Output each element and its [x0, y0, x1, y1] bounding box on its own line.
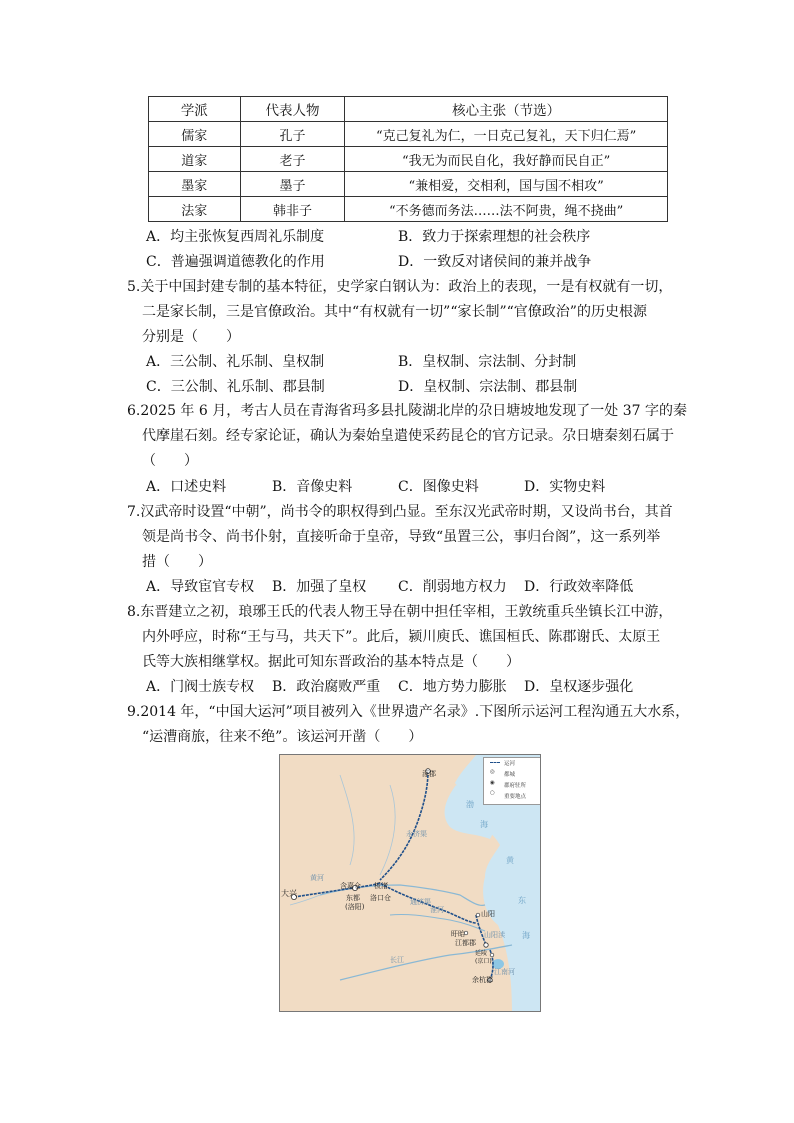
river-label: 长江: [390, 956, 404, 964]
q4-options-row-1: [146, 225, 686, 250]
city-label: (洛阳): [345, 903, 365, 911]
q4-option-d[interactable]: D．一致反对诸侯间的兼并战争: [398, 254, 592, 270]
legend-label: 都城: [504, 772, 516, 778]
q6-options-row: [146, 475, 686, 500]
table-row: [149, 197, 668, 222]
river-label: 淮河: [430, 906, 444, 914]
river-label: 黄河: [310, 874, 324, 882]
river-label: 江南河: [494, 968, 515, 976]
table-row: [149, 122, 668, 147]
question-9-stem: [127, 700, 690, 750]
stem-line: 内外呼应，时称“王与马，共天下”。此后，颍川庾氏、谯国桓氏、陈郡谢氏、太原王: [142, 629, 661, 645]
q4-option-b[interactable]: B．致力于探索理想的社会秩序: [398, 229, 591, 245]
q5-options-row-2: [146, 375, 686, 400]
q5-option-c[interactable]: C．三公制、礼乐制、郡县制: [146, 379, 325, 395]
table-cell: 韩非子: [240, 197, 345, 222]
table-cell: 儒家: [149, 122, 241, 147]
grand-canal-map: [279, 754, 541, 1012]
canal-yongji: [380, 771, 428, 880]
table-cell: “我无为而民自化，我好静而民自正”: [345, 147, 668, 172]
q7-option-d[interactable]: D．行政效率降低: [524, 579, 634, 595]
river-label: 山阳渎: [484, 931, 505, 939]
stem-line: 7.汉武帝时设置“中朝”，尚书令的职权得到凸显。至东汉光武帝时期，又设尚书台，其首: [127, 504, 673, 520]
stem-line: 氏等大族相继掌权。据此可知东晋政治的基本特点是（ ）: [142, 654, 520, 670]
stem-line: 代摩崖石刻。经专家论证，确认为秦始皇遣使采药昆仑的官方记录。尕日塘秦刻石属于: [142, 428, 674, 444]
q6-option-b[interactable]: B．音像史料: [272, 479, 353, 495]
sea-label: 黄: [506, 856, 514, 865]
map-legend: [483, 757, 541, 805]
q6-option-a[interactable]: A．口述史料: [146, 479, 227, 495]
stem-line: 6.2025 年 6 月，考古人员在青海省玛多县扎陵湖北岸的尕日塘坡地发现了一处 37 字的秦: [127, 403, 687, 419]
table-header: 核心主张（节选）: [345, 97, 668, 122]
q5-options-row-1: [146, 350, 686, 375]
table-cell: “克己复礼为仁，一日克己复礼，天下归仁焉”: [345, 122, 668, 147]
q8-options-row: [146, 675, 686, 700]
table-cell: 墨子: [240, 172, 345, 197]
table-cell: 道家: [149, 147, 241, 172]
q5-option-d[interactable]: D．皇权制、宗法制、郡县制: [398, 379, 578, 395]
stem-line: “运漕商旅，往来不绝”。该运河开凿（ ）: [142, 729, 423, 745]
q4-option-c[interactable]: C．普遍强调道德教化的作用: [146, 254, 325, 270]
stem-line: 二是家长制，三是官僚政治。其中“有权就有一切”“家长制”“官僚政治”的历史根源: [142, 304, 647, 320]
q6-option-d[interactable]: D．实物史料: [524, 479, 606, 495]
city-label: 涿郡: [422, 770, 436, 778]
q4-options-row-2: [146, 250, 686, 275]
stem-line: 分别是（ ）: [142, 329, 240, 345]
table-row: [149, 147, 668, 172]
q7-option-a[interactable]: A．导致宦官专权: [146, 579, 255, 595]
question-8-stem: [127, 600, 687, 675]
table-header-row: [149, 97, 668, 122]
stem-line: 领是尚书令、尚书仆射，直接听命于皇帝，导致“虽置三公，事归台阁”，这一系列举: [142, 529, 661, 545]
q7-option-b[interactable]: B．加强了皇权: [272, 579, 367, 595]
q8-option-d[interactable]: D．皇权逐步强化: [524, 679, 634, 695]
schools-table: [148, 96, 668, 222]
stem-line: 9.2014 年，“中国大运河”项目被列入《世界遗产名录》.下图所示运河工程沟通五大水系，: [127, 704, 690, 720]
canal-legend-icon: [490, 762, 500, 763]
q6-option-c[interactable]: C．图像史料: [398, 479, 479, 495]
legend-label: 郡府驻所: [504, 783, 527, 789]
city-marker: [476, 913, 480, 917]
question-5-stem: [127, 275, 687, 350]
city-label: (京口): [475, 958, 492, 965]
q5-option-b[interactable]: B．皇权制、宗法制、分封制: [398, 354, 577, 370]
city-label: 洛口仓: [370, 894, 391, 902]
table-cell: “兼相爱，交相利，国与国不相攻”: [345, 172, 668, 197]
question-6-stem: [127, 399, 687, 474]
capital-legend-icon: ◎: [490, 769, 495, 775]
legend-label: 运河: [504, 761, 516, 767]
river-label: 通济渠: [410, 898, 431, 906]
river-north-2: [380, 785, 395, 875]
river-north: [340, 775, 354, 865]
q8-option-c[interactable]: C．地方势力膨胀: [398, 679, 507, 695]
table-cell: “不务德而务法……法不阿贵，绳不挠曲”: [345, 197, 668, 222]
city-label: 东都: [346, 894, 360, 902]
table-header: 代表人物: [240, 97, 345, 122]
stem-line: 措（ ）: [142, 554, 212, 570]
city-label: 含嘉仓: [340, 882, 361, 890]
q8-option-a[interactable]: A．门阀士族专权: [146, 679, 255, 695]
q4-option-a[interactable]: A．均主张恢复西周礼乐制度: [146, 229, 325, 245]
table-cell: 墨家: [149, 172, 241, 197]
q8-option-b[interactable]: B．政治腐败严重: [272, 679, 381, 695]
legend-label: 重要地点: [504, 794, 527, 800]
table-cell: 孔子: [240, 122, 345, 147]
sea-label: 东: [518, 896, 526, 905]
table-row: [149, 172, 668, 197]
table-cell: 老子: [240, 147, 345, 172]
table-cell: 法家: [149, 197, 241, 222]
city-label: 山阳: [481, 910, 495, 918]
stem-line: （ ）: [142, 453, 198, 469]
city-label: 余杭郡: [472, 976, 493, 984]
sea-label: 海: [480, 820, 488, 829]
q5-option-a[interactable]: A．三公制、礼乐制、皇权制: [146, 354, 325, 370]
river-label: 永济渠: [406, 830, 427, 838]
city-label: 江都郡: [455, 939, 476, 947]
city-label: 板渚: [374, 882, 388, 890]
city-label: 延陵: [475, 950, 488, 957]
stem-line: 8.东晋建立之初，琅琊王氏的代表人物王导在朝中担任宰相，王敦统重兵坐镇长江中游，: [127, 604, 673, 620]
question-7-stem: [127, 500, 687, 575]
sea-label: 渤: [466, 800, 474, 809]
q7-option-c[interactable]: C．削弱地方权力: [398, 579, 507, 595]
sea-label: 海: [522, 931, 530, 940]
city-label: 大兴: [281, 889, 297, 898]
q7-options-row: [146, 575, 686, 600]
place-legend-icon: ○: [490, 790, 495, 796]
city-marker: [484, 943, 488, 947]
table-header: 学派: [149, 97, 241, 122]
city-label: 盱眙: [451, 930, 465, 938]
stem-line: 5.关于中国封建专制的基本特征，史学家白钢认为：政治上的表现，一是有权就有一切，: [127, 279, 673, 295]
prefecture-legend-icon: ◉: [490, 780, 495, 786]
